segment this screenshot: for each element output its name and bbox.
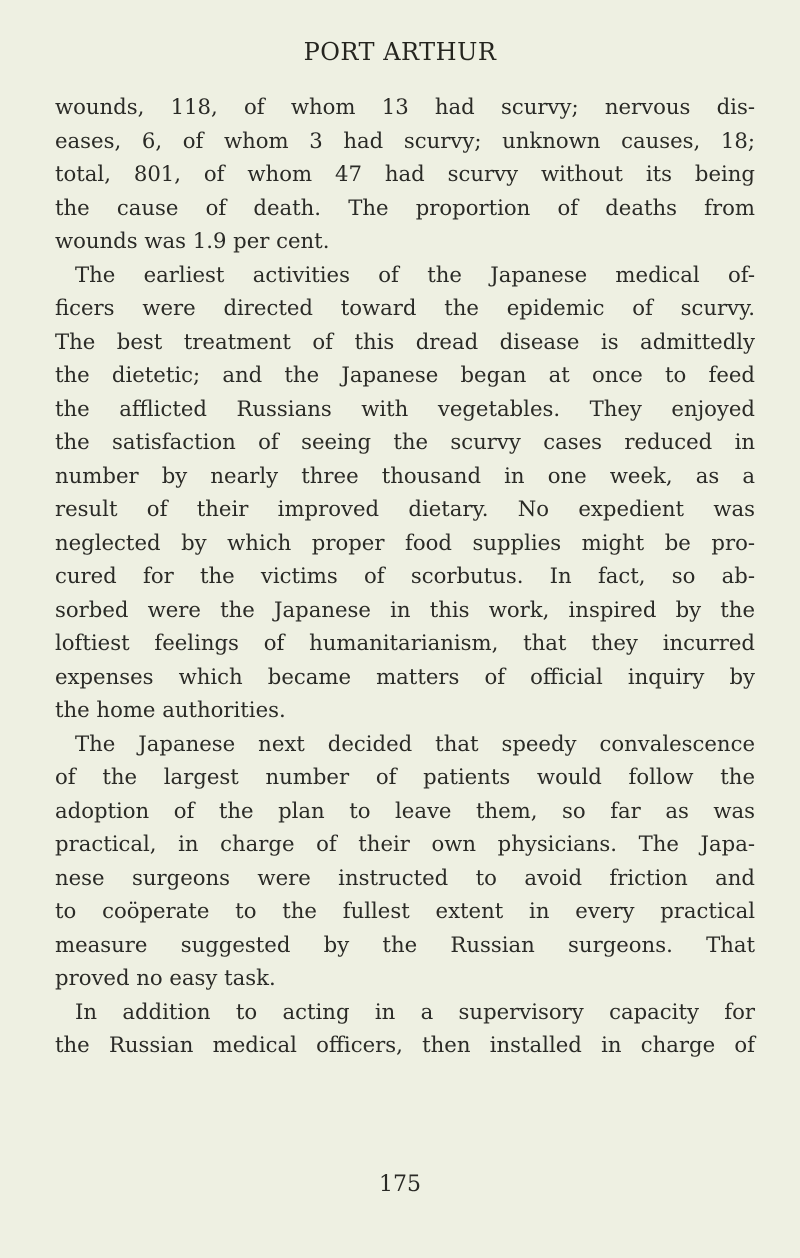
text-line: eases, 6, of whom 3 had scurvy; unknown causes, 18;: [55, 127, 755, 153]
text-line: loftiest feelings of humanitarianism, that they incurred: [55, 630, 755, 655]
text-line: wounds was 1.9 per cent.: [55, 228, 330, 253]
body-text: [55, 90, 755, 1062]
text-line: wounds, 118, of whom 13 had scurvy; nervous dis-: [55, 94, 755, 119]
text-line: the home authorities.: [55, 697, 286, 722]
text-line: sorbed were the Japanese in this work, inspired by the: [55, 596, 755, 622]
text-line: the dietetic; and the Japanese began at once to feed: [55, 362, 755, 387]
text-line: of the largest number of patients would follow the: [55, 764, 755, 789]
text-line: the cause of death. The proportion of deaths from: [55, 194, 755, 220]
text-line: In addition to acting in a supervisory capacity for: [75, 998, 755, 1024]
text-line: result of their improved dietary. No expedient was: [55, 496, 755, 521]
text-line: the Russian medical officers, then installed in charge of: [55, 1032, 755, 1057]
page-number: 175: [379, 1172, 421, 1197]
text-line: adoption of the plan to leave them, so far as was: [55, 797, 755, 823]
text-line: ficers were directed toward the epidemic of scurvy.: [55, 295, 755, 320]
text-line: expenses which became matters of official inquiry by: [55, 663, 755, 689]
text-line: The earliest activities of the Japanese medical of-: [75, 261, 755, 287]
text-line: to coöperate to the fullest extent in every practical: [55, 898, 755, 923]
text-line: the satisfaction of seeing the scurvy cases reduced in: [55, 429, 755, 454]
text-line: practical, in charge of their own physicians. The Japa-: [55, 831, 755, 856]
text-line: total, 801, of whom 47 had scurvy without its being: [55, 161, 755, 186]
text-line: the afflicted Russians with vegetables. They enjoyed: [55, 395, 755, 421]
text-line: cured for the victims of scorbutus. In fact, so ab-: [55, 563, 755, 588]
text-line: proved no easy task.: [55, 965, 276, 990]
text-line: measure suggested by the Russian surgeons. That: [55, 931, 755, 957]
text-line: number by nearly three thousand in one week, as a: [55, 462, 755, 488]
text-line: The best treatment of this dread disease is admittedly: [55, 328, 755, 354]
text-line: nese surgeons were instructed to avoid friction and: [55, 864, 755, 890]
text-line: neglected by which proper food supplies might be pro-: [55, 529, 755, 555]
text-line: The Japanese next decided that speedy convalescence: [75, 730, 755, 756]
running-head: PORT ARTHUR: [303, 38, 497, 66]
